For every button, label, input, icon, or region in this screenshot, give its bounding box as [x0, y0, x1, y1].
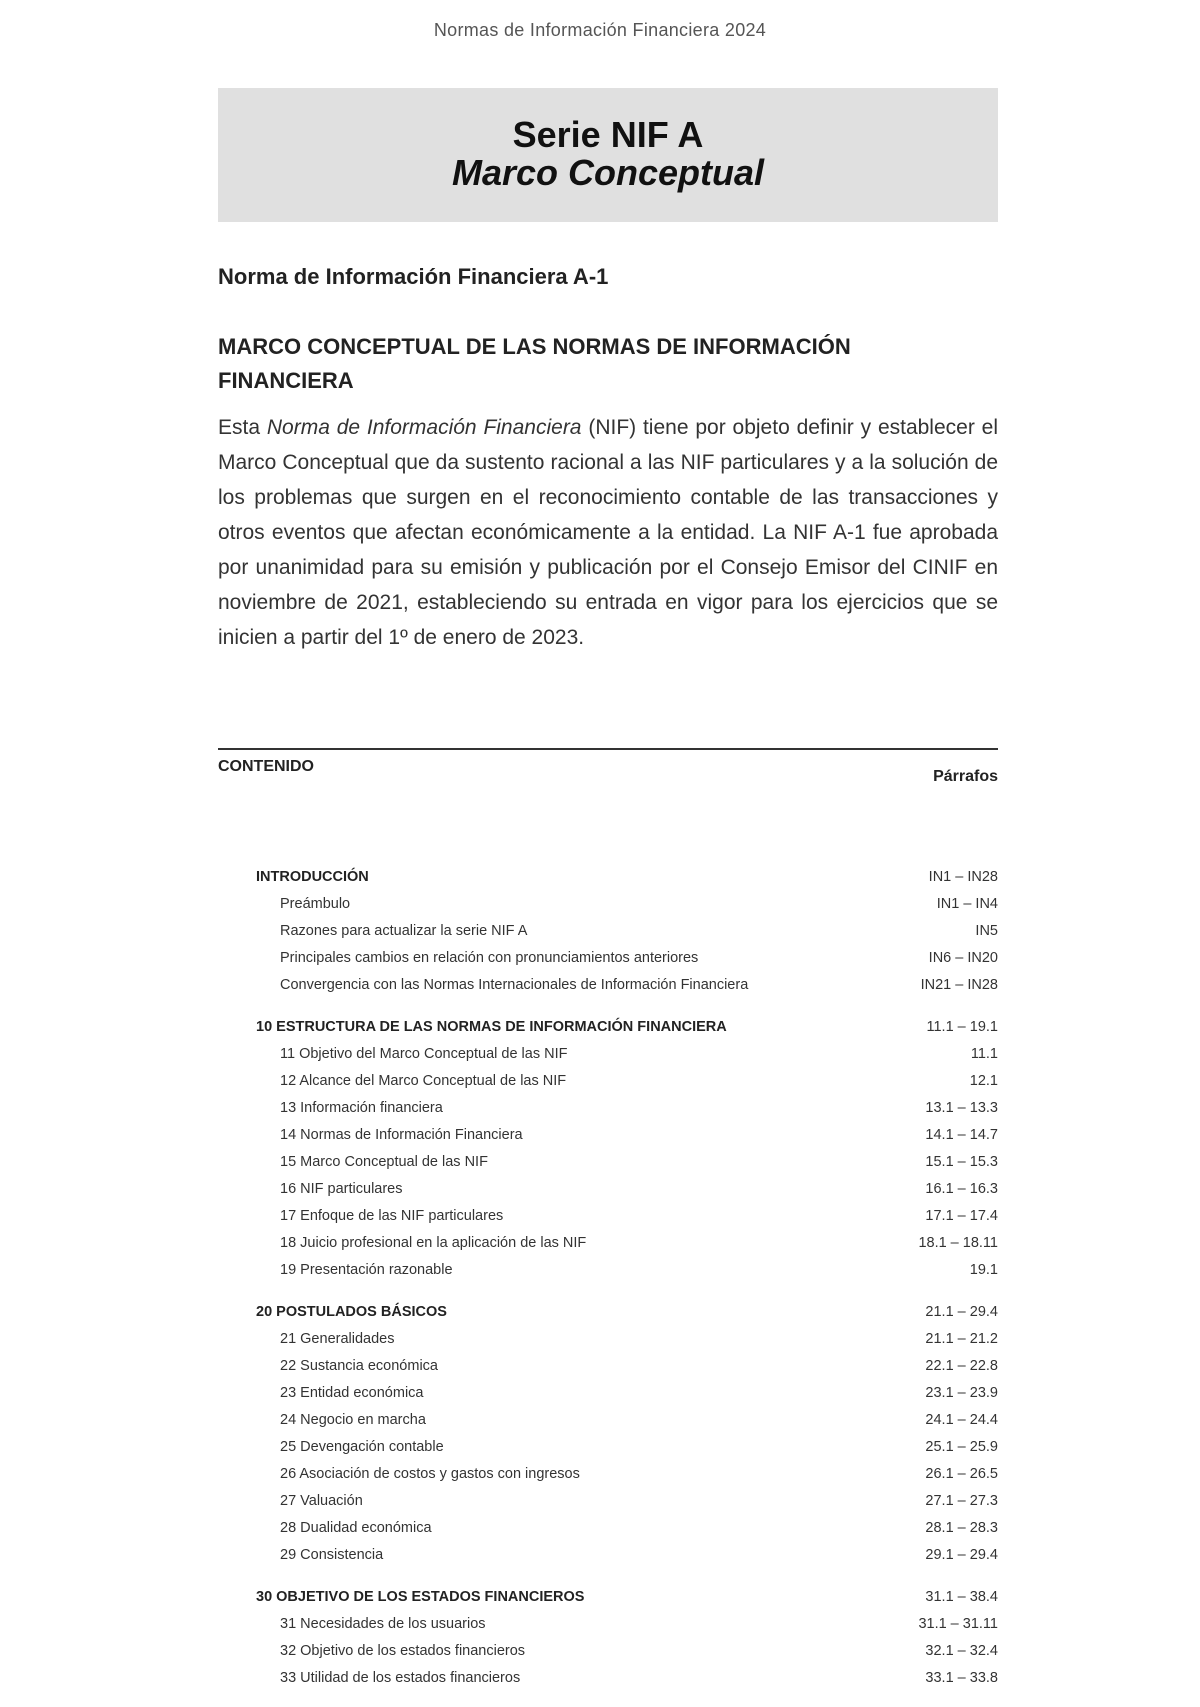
toc-paragraph-ref: 16.1 – 16.3: [925, 1181, 998, 1197]
toc-group: [256, 1014, 998, 1284]
toc-paragraph-ref: 21.1 – 21.2: [925, 1331, 998, 1347]
toc-section-row: [256, 1014, 998, 1041]
toc-entry-row: [256, 1176, 998, 1203]
toc-paragraph-ref: IN5: [975, 923, 998, 939]
toc-paragraph-ref: 12.1: [969, 1073, 998, 1089]
toc-paragraph-ref: 19.1: [969, 1262, 998, 1278]
toc-entry-title: 26 Asociación de costos y gastos con ingresos: [280, 1466, 580, 1482]
norm-identifier: Norma de Información Financiera A-1: [218, 264, 609, 289]
toc-paragraph-ref: 26.1 – 26.5: [925, 1466, 998, 1482]
toc-entry-title: 15 Marco Conceptual de las NIF: [280, 1154, 488, 1170]
toc-paragraph-ref: 14.1 – 14.7: [925, 1127, 998, 1143]
toc-entry-row: [256, 891, 998, 918]
toc-entry-title: 22 Sustancia económica: [280, 1358, 438, 1374]
toc-group: [256, 864, 998, 999]
toc-section-row: [256, 864, 998, 891]
toc-entry-title: Convergencia con las Normas Internacionales de Información Financiera: [280, 977, 749, 993]
toc-entry-row: [256, 1461, 998, 1488]
toc-entry-row: [256, 1095, 998, 1122]
toc-entry-row: [256, 1203, 998, 1230]
toc-entry-row: [256, 1149, 998, 1176]
toc-entry-title: 16 NIF particulares: [280, 1181, 403, 1197]
toc-entry-row: [256, 1122, 998, 1149]
toc-paragraph-ref: IN21 – IN28: [920, 977, 998, 993]
toc-entry-row: [256, 1041, 998, 1068]
series-subtitle: Marco Conceptual: [451, 152, 765, 193]
toc-paragraph-ref: 28.1 – 28.3: [925, 1520, 998, 1536]
toc-entry-title: 12 Alcance del Marco Conceptual de las NIF: [280, 1073, 567, 1089]
toc-paragraph-ref: 22.1 – 22.8: [925, 1358, 998, 1374]
toc-paragraph-ref: 31.1 – 38.4: [925, 1589, 998, 1605]
toc-entry-title: 14 Normas de Información Financiera: [280, 1127, 523, 1143]
toc-paragraph-ref: 21.1 – 29.4: [925, 1304, 998, 1320]
toc-entry-title: 17 Enfoque de las NIF particulares: [280, 1208, 504, 1224]
toc-entry-row: [256, 972, 998, 999]
toc-entry-row: [256, 1326, 998, 1353]
toc-paragraph-ref: 24.1 – 24.4: [925, 1412, 998, 1428]
paragraphs-column-label: Párrafos: [933, 768, 998, 785]
toc-section-title: 20 POSTULADOS BÁSICOS: [256, 1304, 447, 1320]
toc-paragraph-ref: IN1 – IN28: [928, 869, 998, 885]
toc-entry-title: Preámbulo: [280, 896, 351, 912]
toc-entry-row: [256, 1380, 998, 1407]
toc-paragraph-ref: 23.1 – 23.9: [925, 1385, 998, 1401]
norm-heading: MARCO CONCEPTUAL DE LAS NORMAS DE INFORMACIÓN FINANCIERA: [218, 334, 851, 393]
toc-entry-row: [256, 918, 998, 945]
intro-text-italic: Norma de Información Financiera: [266, 416, 582, 439]
contents-label: CONTENIDO: [218, 758, 314, 775]
toc-section-title: 10 ESTRUCTURA DE LAS NORMAS DE INFORMACIÓN FINANCIERA: [256, 1019, 727, 1035]
contents-divider: [218, 748, 998, 750]
toc-paragraph-ref: 11.1 – 19.1: [926, 1019, 998, 1035]
toc-paragraph-ref: 11.1: [970, 1046, 998, 1062]
toc-paragraph-ref: 25.1 – 25.9: [925, 1439, 998, 1455]
toc-paragraph-ref: 18.1 – 18.11: [918, 1235, 998, 1251]
toc-entry-row: [256, 1230, 998, 1257]
toc-paragraph-ref: 31.1 – 31.11: [918, 1616, 998, 1632]
toc-group: [256, 1299, 998, 1569]
toc-entry-title: 28 Dualidad económica: [280, 1520, 432, 1536]
intro-text-start: Esta: [218, 416, 267, 439]
toc-entry-title: 18 Juicio profesional en la aplicación de las NIF: [280, 1235, 587, 1251]
toc-paragraph-ref: 27.1 – 27.3: [925, 1493, 998, 1509]
toc-entry-row: [256, 1353, 998, 1380]
toc-entry-title: Razones para actualizar la serie NIF A: [280, 923, 528, 939]
toc-entry-row: [256, 1488, 998, 1515]
toc-entry-row: [256, 1611, 998, 1638]
toc-paragraph-ref: 33.1 – 33.8: [925, 1670, 998, 1686]
toc-entry-row: [256, 1434, 998, 1461]
toc-entry-title: 32 Objetivo de los estados financieros: [280, 1643, 526, 1659]
toc-entry-row: [256, 1407, 998, 1434]
toc-entry-title: 21 Generalidades: [280, 1331, 395, 1347]
toc-entry-title: 29 Consistencia: [280, 1547, 384, 1563]
running-header: Normas de Información Financiera 2024: [433, 20, 767, 40]
toc-entry-title: 23 Entidad económica: [280, 1385, 424, 1401]
series-title: Serie NIF A: [512, 114, 704, 155]
toc-entry-row: [256, 1068, 998, 1095]
toc-section-row: [256, 1584, 998, 1611]
toc-entry-title: Principales cambios en relación con pronunciamientos anteriores: [280, 950, 699, 966]
toc-group: [256, 1584, 998, 1692]
toc-entry-row: [256, 1638, 998, 1665]
toc-entry-title: 25 Devengación contable: [280, 1439, 444, 1455]
toc-paragraph-ref: 13.1 – 13.3: [925, 1100, 998, 1116]
intro-paragraph: [218, 410, 998, 655]
toc-entry-row: [256, 1665, 998, 1692]
series-banner: [218, 88, 998, 222]
toc-entry-row: [256, 1515, 998, 1542]
toc-entry-row: [256, 1542, 998, 1569]
toc-entry-title: 11 Objetivo del Marco Conceptual de las NIF: [280, 1046, 568, 1062]
toc-section-title: 30 OBJETIVO DE LOS ESTADOS FINANCIEROS: [256, 1589, 585, 1605]
table-of-contents: [256, 864, 998, 1707]
toc-entry-title: 19 Presentación razonable: [280, 1262, 453, 1278]
toc-section-row: [256, 1299, 998, 1326]
toc-section-title: INTRODUCCIÓN: [256, 869, 369, 885]
toc-entry-row: [256, 1257, 998, 1284]
toc-entry-title: 27 Valuación: [280, 1493, 363, 1509]
toc-entry-title: 31 Necesidades de los usuarios: [280, 1616, 486, 1632]
toc-entry-row: [256, 945, 998, 972]
toc-entry-title: 33 Utilidad de los estados financieros: [280, 1670, 521, 1686]
toc-paragraph-ref: 32.1 – 32.4: [925, 1643, 998, 1659]
toc-paragraph-ref: 17.1 – 17.4: [925, 1208, 998, 1224]
toc-paragraph-ref: 29.1 – 29.4: [925, 1547, 998, 1563]
toc-entry-title: 13 Información financiera: [280, 1100, 443, 1116]
toc-paragraph-ref: IN6 – IN20: [928, 950, 998, 966]
toc-entry-title: 24 Negocio en marcha: [280, 1412, 426, 1428]
intro-text-rest: (NIF) tiene por objeto definir y establecer el Marco Conceptual que da sustento racional a las NIF particulares y a la solución de los problemas que surgen en el reconocimiento contable de las transacciones y otros eventos que afectan económicamente a la entidad. La NIF A-1 fue aprobada por unanimidad para su emisión y publicación por el Consejo Emisor del CINIF en noviembre de 2021, estableciendo su entrada en vigor para los ejercicios que se inicien a partir del 1º de enero de 2023.: [218, 416, 999, 649]
toc-paragraph-ref: 15.1 – 15.3: [925, 1154, 998, 1170]
toc-paragraph-ref: IN1 – IN4: [936, 896, 998, 912]
